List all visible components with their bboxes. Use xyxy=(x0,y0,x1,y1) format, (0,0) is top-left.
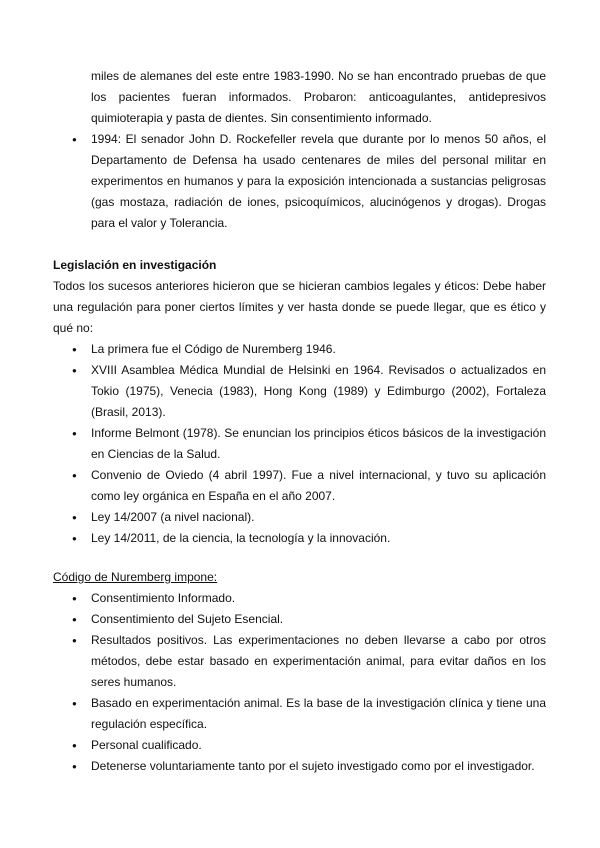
list-item: ● Consentimiento del Sujeto Esencial. xyxy=(53,609,546,630)
list-item: ● Consentimiento Informado. xyxy=(53,588,546,609)
list-item: ● Personal cualificado. xyxy=(53,735,546,756)
list-item: ● Detenerse voluntariamente tanto por el sujeto investigado como por el investigador. xyxy=(53,756,546,777)
section-heading-legislacion: Legislación en investigación xyxy=(53,258,217,272)
list-item: ● Informe Belmont (1978). Se enuncian los principios éticos básicos de la investigación en Ciencias de la Salud. xyxy=(53,423,546,465)
continued-paragraph: miles de alemanes del este entre 1983-1990. No se han encontrado pruebas de que los pacientes fueran informados. Probaron: anticoagulantes, antidepresivos quimioterapia y pasta de dientes. Sin consentimiento informado. xyxy=(91,69,546,125)
list-item: ● Resultados positivos. Las experimentaciones no deben llevarse a cabo por otros métodos, debe estar basado en experimentación animal, para evitar daños en los seres humanos. xyxy=(53,630,546,693)
section-heading-nuremberg: Código de Nuremberg impone: xyxy=(53,570,218,584)
list-item: ● Basado en experimentación animal. Es la base de la investigación clínica y tiene una regulación específica. xyxy=(53,693,546,735)
list-item: ● XVIII Asamblea Médica Mundial de Helsinki en 1964. Revisados o actualizados en Tokio (1975), Venecia (1983), Hong Kong (1989) y Edimburgo (2002), Fortaleza (Brasil, 2013). xyxy=(53,360,546,423)
bullet-list-history xyxy=(53,129,546,234)
list-item: ● Convenio de Oviedo (4 abril 1997). Fue a nivel internacional, y tuvo su aplicación como ley orgánica en España en el año 2007. xyxy=(53,465,546,507)
bullet-list-nuremberg xyxy=(53,588,546,777)
section-intro-paragraph: Todos los sucesos anteriores hicieron que se hicieran cambios legales y éticos: Debe haber una regulación para poner ciertos límites y ver hasta donde se puede llegar, que es ético y qué no: xyxy=(53,279,546,335)
bullet-list-legislacion xyxy=(53,339,546,549)
list-item: ● 1994: El senador John D. Rockefeller revela que durante por lo menos 50 años, el Departamento de Defensa ha usado centenares de miles del personal militar en experimentos en humanos y para la exposición intencionada a sustancias peligrosas (gas mostaza, radiación de iones, psicoquímicos, alucinógenos y drogas). Drogas para el valor y Tolerancia. xyxy=(53,129,546,234)
list-item: ● Ley 14/2011, de la ciencia, la tecnología y la innovación. xyxy=(53,528,546,549)
list-item: ● Ley 14/2007 (a nivel nacional). xyxy=(53,507,546,528)
list-item: ● La primera fue el Código de Nuremberg 1946. xyxy=(53,339,546,360)
